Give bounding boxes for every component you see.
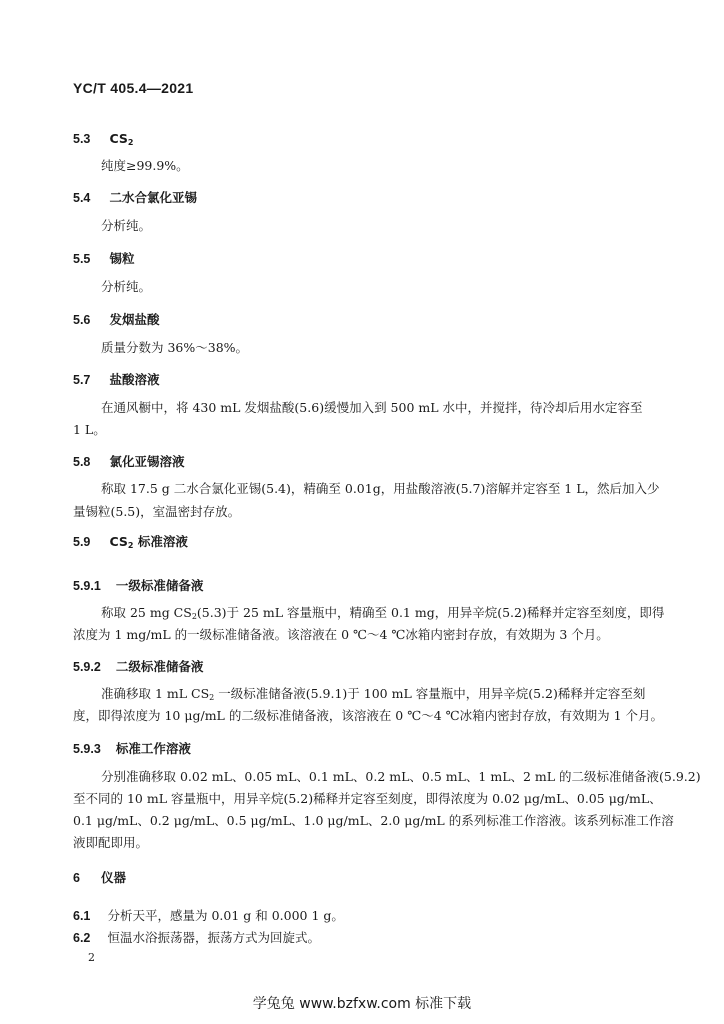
section-5-8-heading: [73, 451, 185, 470]
section-number: 5.9: [73, 535, 91, 549]
section-5-9-3-line-4: 液即配即用。: [73, 835, 149, 850]
section-title: 仪器: [101, 870, 127, 885]
section-title: 一级标准储备液: [115, 578, 204, 593]
section-title: 发烟盐酸: [109, 312, 160, 327]
section-5-6-body: 质量分数为 36%～38%。: [101, 340, 249, 355]
section-5-9-2-line-1: 准确移取 1 mL $CS_2$ 一级标准储备液(5.9.1)于 100 mL 容量瓶中，用异辛烷(5.2)稀释并定容至刻: [101, 686, 646, 702]
section-number: 5.9.3: [73, 742, 101, 756]
section-6-heading: [73, 867, 126, 886]
section-title: 标准工作溶液: [115, 741, 191, 756]
section-title: 锡粒: [109, 251, 135, 266]
section-number: 5.3: [73, 132, 91, 146]
section-5-9-2-heading: [73, 656, 203, 675]
section-5-9-3-line-3: 0.1 μg/mL、0.2 μg/mL、0.5 μg/mL、1.0 μg/mL、2.0 μg/mL 的系列标准工作溶液。该系列标准工作溶: [73, 813, 674, 828]
section-5-9-3-line-2: 至不同的 10 mL 容量瓶中，用异辛烷(5.2)稀释并定容至刻度，即得浓度为 0.02 μg/mL、0.05 μg/mL、: [73, 791, 662, 806]
section-title: 二水合氯化亚锡: [109, 190, 197, 205]
section-6-2: [73, 927, 320, 946]
section-number: 6.2: [73, 931, 91, 945]
section-5-7-line-1: 在通风橱中，将 430 mL 发烟盐酸(5.6)缓慢加入到 500 mL 水中，并搅拌，待冷却后用水定容至: [101, 400, 643, 415]
section-number: 5.8: [73, 455, 91, 469]
section-title: 氯化亚锡溶液: [109, 454, 185, 469]
document-number: YC/T 405.4—2021: [73, 80, 194, 96]
section-5-3-body: 纯度≥99.9%。: [101, 158, 189, 173]
footer-watermark: 学兔兔 www.bzfxw.com 标准下载: [252, 996, 472, 1012]
section-5-9-1-line-2: 浓度为 1 mg/mL 的一级标准储备液。该溶液在 0 ℃～4 ℃冰箱内密封存放，有效期为 3 个月。: [73, 627, 609, 642]
section-5-4-heading: [73, 187, 197, 206]
section-text: 分析天平，感量为 0.01 g 和 0.000 1 g。: [107, 908, 344, 923]
section-5-6-heading: [73, 309, 160, 328]
section-5-5-heading: [73, 248, 135, 267]
section-title: $CS_2$ 标准溶液: [109, 534, 188, 550]
section-number: 6: [73, 871, 80, 885]
section-title: 二级标准储备液: [115, 659, 204, 674]
section-5-3-heading: [73, 128, 133, 147]
section-6-1: [73, 905, 344, 924]
section-number: 5.7: [73, 373, 91, 387]
section-5-9-1-heading: [73, 575, 203, 594]
section-5-4-body: 分析纯。: [101, 218, 152, 233]
section-text: 恒温水浴振荡器，振荡方式为回旋式。: [107, 930, 320, 945]
section-title: 盐酸溶液: [109, 372, 160, 387]
section-number: 5.9.2: [73, 660, 101, 674]
section-5-9-heading: [73, 531, 188, 550]
section-number: 6.1: [73, 909, 91, 923]
section-number: 5.5: [73, 252, 91, 266]
section-5-9-1-line-1: 称取 25 mg $CS_2(5.3)$于 25 mL 容量瓶中，精确至 0.1 mg，用异辛烷(5.2)稀释并定容至刻度，即得: [101, 605, 665, 621]
section-5-5-body: 分析纯。: [101, 279, 152, 294]
section-5-9-2-line-2: 度，即得浓度为 10 μg/mL 的二级标准储备液，该溶液在 0 ℃～4 ℃冰箱内密封存放，有效期为 1 个月。: [73, 708, 664, 723]
page-number: 2: [88, 951, 95, 964]
section-title: $CS_2$: [109, 131, 134, 147]
section-5-7-heading: [73, 369, 160, 388]
section-5-8-line-2: 量锡粒(5.5)，室温密封存放。: [73, 504, 241, 519]
section-5-7-line-2: 1 L。: [73, 422, 106, 437]
section-5-8-line-1: 称取 17.5 g 二水合氯化亚锡(5.4)，精确至 0.01g，用盐酸溶液(5.7)溶解并定容至 1 L，然后加入少: [101, 481, 660, 496]
section-number: 5.6: [73, 313, 91, 327]
section-number: 5.4: [73, 191, 91, 205]
section-5-9-3-line-1: 分别准确移取 0.02 mL、0.05 mL、0.1 mL、0.2 mL、0.5 mL、1 mL、2 mL 的二级标准储备液(5.9.2): [101, 769, 701, 784]
section-number: 5.9.1: [73, 579, 101, 593]
section-5-9-3-heading: [73, 738, 191, 757]
